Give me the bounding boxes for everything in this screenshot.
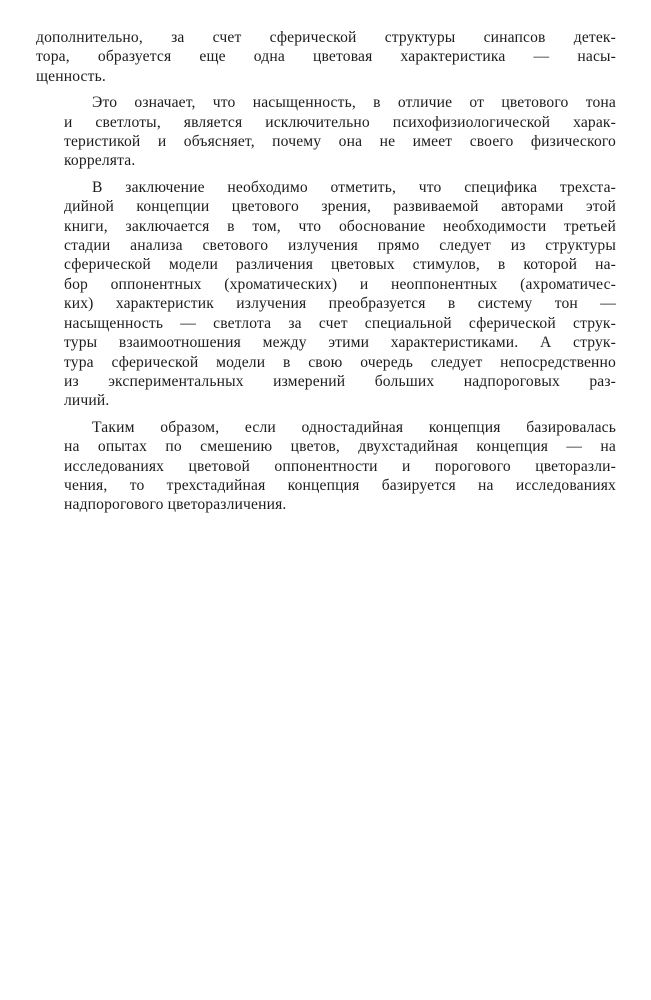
text-line: исследованиях цветовой оппонентности и порогового цветоразли- (64, 457, 616, 475)
text-line: стадии анализа светового излучения прямо следует из структуры (64, 237, 616, 255)
text-line: туры взаимоотношения между этими характеристиками. А струк- (64, 334, 616, 352)
text-line: книги, заключается в том, что обоснование необходимости третьей (64, 217, 616, 235)
text-line: Таким образом, если одностадийная концепция базировалась (92, 418, 616, 436)
text-line: дийной концепции цветового зрения, развиваемой авторами этой (64, 198, 616, 216)
text-line: коррелята. (64, 152, 136, 170)
text-line: Это означает, что насыщенность, в отличие от цветового тона (92, 94, 616, 112)
text-line: В заключение необходимо отметить, что специфика трехста- (92, 178, 616, 196)
text-line: теристикой и объясняет, почему она не имеет своего физического (64, 133, 616, 151)
paragraph-conclusion (36, 178, 616, 411)
text-line: ких) характеристик излучения преобразуется в систему тон — (64, 295, 616, 313)
text-line: на опытах по смешению цветов, двухстадийная концепция — на (64, 438, 616, 456)
paragraph-saturation (36, 93, 616, 171)
text-line: из экспериментальных измерений больших надпороговых раз- (64, 372, 616, 390)
paragraph-summary (36, 418, 616, 515)
text-line: тура сферической модели в свою очередь следует непосредственно (64, 353, 616, 371)
text-line: надпорогового цветоразличения. (64, 496, 287, 514)
text-line: щенность. (36, 67, 106, 85)
text-line: бор оппонентных (хроматических) и неоппонентных (ахроматичес- (64, 275, 616, 293)
document-page (36, 28, 616, 522)
text-line: личий. (64, 392, 110, 410)
text-line: сферической модели различения цветовых стимулов, в которой на- (64, 256, 616, 274)
text-line: насыщенность — светлота за счет специальной сферической струк- (64, 314, 616, 332)
text-line: чения, то трехстадийная концепция базируется на исследованиях (64, 476, 616, 494)
text-line: и светлоты, является исключительно психофизиологической харак- (64, 113, 616, 131)
text-line: дополнительно, за счет сферической структуры синапсов детек- (36, 29, 616, 46)
text-line: тора, образуется еще одна цветовая характеристика — насы- (36, 48, 616, 66)
paragraph-continuation (36, 28, 616, 86)
